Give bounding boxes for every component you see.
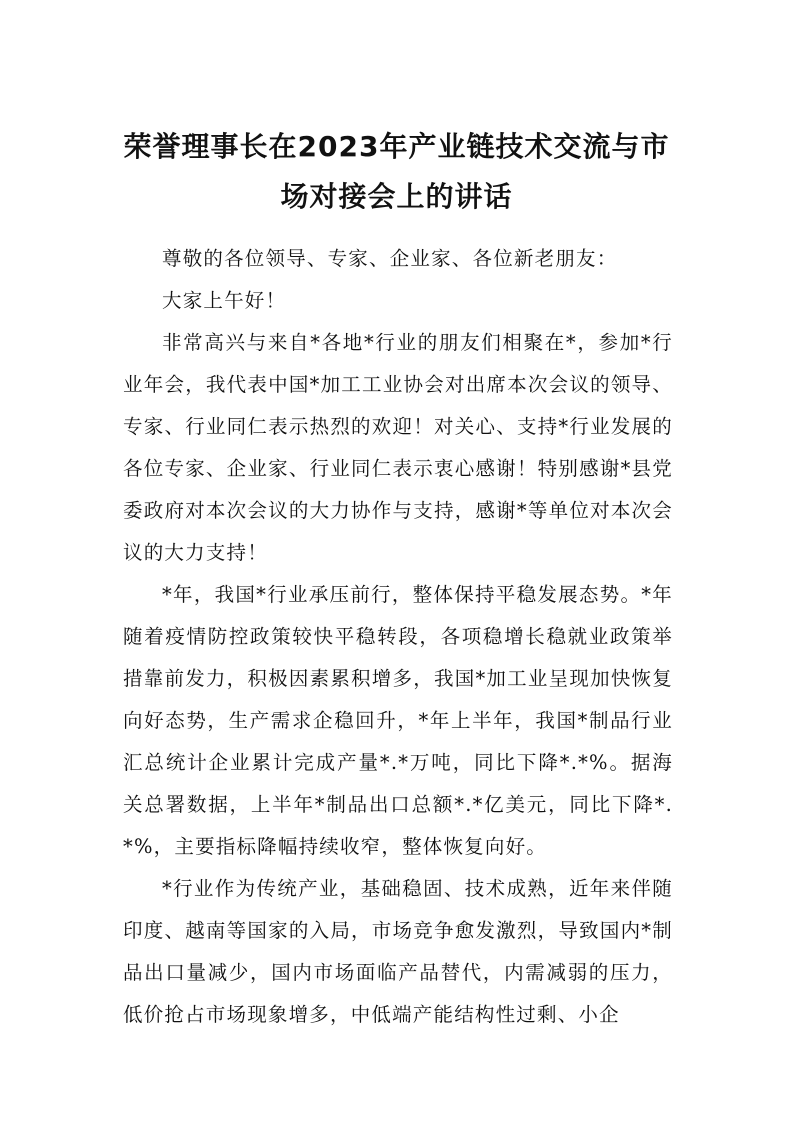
document-body [123, 238, 673, 1036]
document-title: 荣誉理事长在2023年产业链技术交流与市场对接会上的讲话 [123, 130, 670, 213]
body-paragraph: *行业作为传统产业，基础稳固、技术成熟，近年来伴随印度、越南等国家的入局，市场竞争愈发激烈，导致国内*制品出口量减少，国内市场面临产品替代，内需减弱的压力，低价抢占市场现象增多，中低端产能结构性过剩、小企 [123, 877, 673, 1026]
body-paragraph: 非常高兴与来自*各地*行业的朋友们相聚在*，参加*行业年会，我代表中国*加工工业协会对出席本次会议的领导、专家、行业同仁表示热烈的欢迎！对关心、支持*行业发展的各位专家、企业家、行业同仁表示衷心感谢！特别感谢*县党委政府对本次会议的大力协作与支持，感谢*等单位对本次会议的大力支持！ [123, 331, 673, 564]
salutation-paragraph: 大家上午好！ [162, 289, 287, 312]
greeting-paragraph: 尊敬的各位领导、专家、企业家、各位新老朋友： [162, 247, 618, 270]
body-paragraph: *年，我国*行业承压前行，整体保持平稳发展态势。*年随着疫情防控政策较快平稳转段，各项稳增长稳就业政策举措靠前发力，积极因素累积增多，我国*加工业呈现加快恢复向好态势，生产需求企稳回升，*年上半年，我国*制品行业汇总统计企业累计完成产量*.*万吨，同比下降*.*%。据海关总署数据，上半年*制品出口总额*.*亿美元，同比下降*.*%，主要指标降幅持续收窄，整体恢复向好。 [123, 583, 673, 858]
